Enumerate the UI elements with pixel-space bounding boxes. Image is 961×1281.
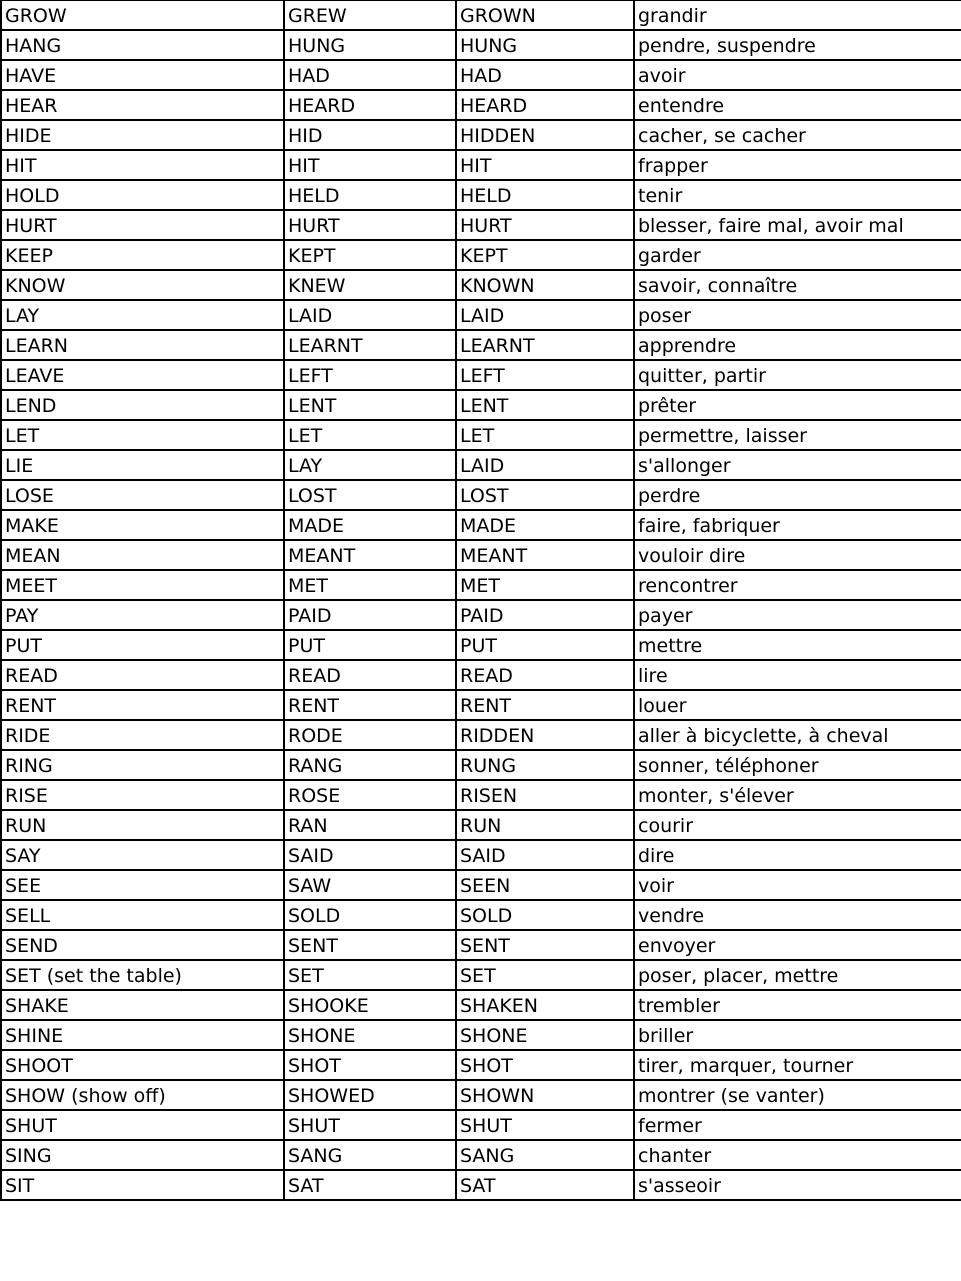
past-simple-cell: SAID [284, 840, 456, 870]
past-participle-cell: LET [456, 420, 634, 450]
french-translation-cell: rencontrer [634, 570, 961, 600]
french-translation-cell: frapper [634, 150, 961, 180]
past-simple-cell: ROSE [284, 780, 456, 810]
table-row [1, 390, 961, 420]
past-simple-cell: HELD [284, 180, 456, 210]
french-translation-cell: payer [634, 600, 961, 630]
past-participle-cell: SENT [456, 930, 634, 960]
past-participle-cell: HAD [456, 60, 634, 90]
past-simple-cell: LENT [284, 390, 456, 420]
french-translation-cell: sonner, téléphoner [634, 750, 961, 780]
table-row [1, 1, 961, 31]
past-participle-cell: RUN [456, 810, 634, 840]
base-form-cell: LEAVE [1, 360, 284, 390]
table-row [1, 750, 961, 780]
french-translation-cell: avoir [634, 60, 961, 90]
table-row [1, 90, 961, 120]
table-row [1, 240, 961, 270]
past-simple-cell: HUNG [284, 30, 456, 60]
past-simple-cell: SANG [284, 1140, 456, 1170]
base-form-cell: HANG [1, 30, 284, 60]
base-form-cell: SHAKE [1, 990, 284, 1020]
past-participle-cell: READ [456, 660, 634, 690]
french-translation-cell: cacher, se cacher [634, 120, 961, 150]
past-simple-cell: SAT [284, 1170, 456, 1200]
table-row [1, 690, 961, 720]
past-participle-cell: SHUT [456, 1110, 634, 1140]
past-participle-cell: RUNG [456, 750, 634, 780]
french-translation-cell: faire, fabriquer [634, 510, 961, 540]
past-participle-cell: MET [456, 570, 634, 600]
french-translation-cell: fermer [634, 1110, 961, 1140]
french-translation-cell: blesser, faire mal, avoir mal [634, 210, 961, 240]
past-participle-cell: PUT [456, 630, 634, 660]
french-translation-cell: courir [634, 810, 961, 840]
base-form-cell: PAY [1, 600, 284, 630]
past-participle-cell: SHOWN [456, 1080, 634, 1110]
base-form-cell: GROW [1, 1, 284, 31]
base-form-cell: RIDE [1, 720, 284, 750]
table-row [1, 450, 961, 480]
past-simple-cell: MET [284, 570, 456, 600]
base-form-cell: READ [1, 660, 284, 690]
french-translation-cell: garder [634, 240, 961, 270]
past-participle-cell: RENT [456, 690, 634, 720]
base-form-cell: SHINE [1, 1020, 284, 1050]
past-simple-cell: MEANT [284, 540, 456, 570]
french-translation-cell: chanter [634, 1140, 961, 1170]
past-participle-cell: SAID [456, 840, 634, 870]
table-row [1, 720, 961, 750]
french-translation-cell: dire [634, 840, 961, 870]
past-participle-cell: KNOWN [456, 270, 634, 300]
french-translation-cell: louer [634, 690, 961, 720]
past-simple-cell: LAID [284, 300, 456, 330]
base-form-cell: HURT [1, 210, 284, 240]
french-translation-cell: aller à bicyclette, à cheval [634, 720, 961, 750]
table-row [1, 540, 961, 570]
past-participle-cell: LEARNT [456, 330, 634, 360]
base-form-cell: RING [1, 750, 284, 780]
table-row [1, 180, 961, 210]
base-form-cell: SEE [1, 870, 284, 900]
table-row [1, 1110, 961, 1140]
base-form-cell: RENT [1, 690, 284, 720]
past-simple-cell: SHUT [284, 1110, 456, 1140]
base-form-cell: HIDE [1, 120, 284, 150]
past-participle-cell: SHONE [456, 1020, 634, 1050]
french-translation-cell: perdre [634, 480, 961, 510]
table-row [1, 1140, 961, 1170]
french-translation-cell: voir [634, 870, 961, 900]
past-participle-cell: HIDDEN [456, 120, 634, 150]
past-simple-cell: SAW [284, 870, 456, 900]
table-row [1, 360, 961, 390]
past-simple-cell: HEARD [284, 90, 456, 120]
past-participle-cell: RIDDEN [456, 720, 634, 750]
past-simple-cell: MADE [284, 510, 456, 540]
past-participle-cell: HIT [456, 150, 634, 180]
past-participle-cell: SOLD [456, 900, 634, 930]
french-translation-cell: s'asseoir [634, 1170, 961, 1200]
past-simple-cell: READ [284, 660, 456, 690]
table-row [1, 930, 961, 960]
past-participle-cell: GROWN [456, 1, 634, 31]
french-translation-cell: trembler [634, 990, 961, 1020]
past-participle-cell: LENT [456, 390, 634, 420]
past-simple-cell: HID [284, 120, 456, 150]
past-participle-cell: MEANT [456, 540, 634, 570]
table-row [1, 60, 961, 90]
table-row [1, 300, 961, 330]
past-simple-cell: HURT [284, 210, 456, 240]
past-simple-cell: GREW [284, 1, 456, 31]
base-form-cell: MEET [1, 570, 284, 600]
french-translation-cell: envoyer [634, 930, 961, 960]
table-row [1, 480, 961, 510]
table-row [1, 780, 961, 810]
table-row [1, 900, 961, 930]
past-participle-cell: MADE [456, 510, 634, 540]
french-translation-cell: tirer, marquer, tourner [634, 1050, 961, 1080]
table-row [1, 330, 961, 360]
past-participle-cell: SHOT [456, 1050, 634, 1080]
french-translation-cell: grandir [634, 1, 961, 31]
french-translation-cell: lire [634, 660, 961, 690]
table-row [1, 210, 961, 240]
past-simple-cell: RODE [284, 720, 456, 750]
base-form-cell: PUT [1, 630, 284, 660]
table-row [1, 1080, 961, 1110]
base-form-cell: SELL [1, 900, 284, 930]
base-form-cell: SHOOT [1, 1050, 284, 1080]
base-form-cell: MEAN [1, 540, 284, 570]
base-form-cell: SAY [1, 840, 284, 870]
past-simple-cell: LEFT [284, 360, 456, 390]
french-translation-cell: s'allonger [634, 450, 961, 480]
table-row [1, 600, 961, 630]
table-row [1, 570, 961, 600]
table-row [1, 1020, 961, 1050]
base-form-cell: SEND [1, 930, 284, 960]
past-simple-cell: LOST [284, 480, 456, 510]
table-row [1, 510, 961, 540]
past-participle-cell: SET [456, 960, 634, 990]
table-row [1, 630, 961, 660]
past-participle-cell: HUNG [456, 30, 634, 60]
past-simple-cell: KEPT [284, 240, 456, 270]
base-form-cell: HEAR [1, 90, 284, 120]
past-simple-cell: PUT [284, 630, 456, 660]
past-simple-cell: KNEW [284, 270, 456, 300]
table-row [1, 420, 961, 450]
base-form-cell: KNOW [1, 270, 284, 300]
past-simple-cell: LEARNT [284, 330, 456, 360]
table-row [1, 960, 961, 990]
french-translation-cell: pendre, suspendre [634, 30, 961, 60]
past-simple-cell: RANG [284, 750, 456, 780]
table-row [1, 870, 961, 900]
past-simple-cell: RAN [284, 810, 456, 840]
base-form-cell: MAKE [1, 510, 284, 540]
table-row [1, 990, 961, 1020]
french-translation-cell: poser [634, 300, 961, 330]
base-form-cell: SING [1, 1140, 284, 1170]
past-simple-cell: LET [284, 420, 456, 450]
past-participle-cell: SAT [456, 1170, 634, 1200]
base-form-cell: LIE [1, 450, 284, 480]
table-row [1, 840, 961, 870]
past-simple-cell: HIT [284, 150, 456, 180]
french-translation-cell: briller [634, 1020, 961, 1050]
french-translation-cell: mettre [634, 630, 961, 660]
french-translation-cell: prêter [634, 390, 961, 420]
french-translation-cell: monter, s'élever [634, 780, 961, 810]
base-form-cell: RISE [1, 780, 284, 810]
past-participle-cell: KEPT [456, 240, 634, 270]
base-form-cell: SET (set the table) [1, 960, 284, 990]
past-participle-cell: SHAKEN [456, 990, 634, 1020]
base-form-cell: SHUT [1, 1110, 284, 1140]
table-row [1, 30, 961, 60]
past-simple-cell: SHOWED [284, 1080, 456, 1110]
past-participle-cell: HURT [456, 210, 634, 240]
base-form-cell: SIT [1, 1170, 284, 1200]
french-translation-cell: apprendre [634, 330, 961, 360]
verb-table-body [1, 1, 961, 1201]
past-simple-cell: SHONE [284, 1020, 456, 1050]
french-translation-cell: savoir, connaître [634, 270, 961, 300]
base-form-cell: HIT [1, 150, 284, 180]
table-row [1, 1050, 961, 1080]
table-row [1, 1170, 961, 1200]
base-form-cell: HOLD [1, 180, 284, 210]
table-row [1, 120, 961, 150]
past-simple-cell: RENT [284, 690, 456, 720]
past-participle-cell: SEEN [456, 870, 634, 900]
past-simple-cell: SHOOKE [284, 990, 456, 1020]
french-translation-cell: tenir [634, 180, 961, 210]
past-simple-cell: SET [284, 960, 456, 990]
past-simple-cell: PAID [284, 600, 456, 630]
base-form-cell: LEND [1, 390, 284, 420]
past-participle-cell: LAID [456, 300, 634, 330]
french-translation-cell: entendre [634, 90, 961, 120]
base-form-cell: HAVE [1, 60, 284, 90]
base-form-cell: RUN [1, 810, 284, 840]
past-participle-cell: HEARD [456, 90, 634, 120]
base-form-cell: LAY [1, 300, 284, 330]
past-simple-cell: SHOT [284, 1050, 456, 1080]
past-participle-cell: PAID [456, 600, 634, 630]
table-row [1, 810, 961, 840]
base-form-cell: SHOW (show off) [1, 1080, 284, 1110]
french-translation-cell: vendre [634, 900, 961, 930]
french-translation-cell: vouloir dire [634, 540, 961, 570]
base-form-cell: LEARN [1, 330, 284, 360]
base-form-cell: KEEP [1, 240, 284, 270]
past-participle-cell: RISEN [456, 780, 634, 810]
french-translation-cell: permettre, laisser [634, 420, 961, 450]
french-translation-cell: montrer (se vanter) [634, 1080, 961, 1110]
past-simple-cell: HAD [284, 60, 456, 90]
french-translation-cell: quitter, partir [634, 360, 961, 390]
french-translation-cell: poser, placer, mettre [634, 960, 961, 990]
table-row [1, 660, 961, 690]
table-row [1, 270, 961, 300]
table-row [1, 150, 961, 180]
past-simple-cell: SENT [284, 930, 456, 960]
past-simple-cell: SOLD [284, 900, 456, 930]
past-participle-cell: HELD [456, 180, 634, 210]
past-participle-cell: LOST [456, 480, 634, 510]
past-participle-cell: SANG [456, 1140, 634, 1170]
past-participle-cell: LEFT [456, 360, 634, 390]
past-simple-cell: LAY [284, 450, 456, 480]
past-participle-cell: LAID [456, 450, 634, 480]
base-form-cell: LET [1, 420, 284, 450]
base-form-cell: LOSE [1, 480, 284, 510]
